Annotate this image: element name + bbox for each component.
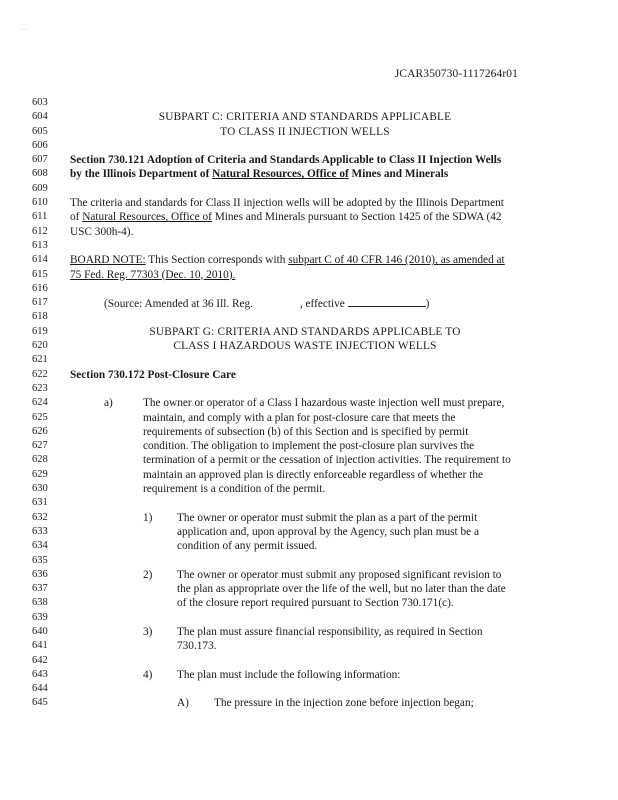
line-number: 635 (32, 554, 48, 566)
line-number: 636 (32, 568, 48, 580)
line-number: 607 (32, 154, 48, 166)
item-label: 1) (143, 511, 153, 524)
document-line (0, 525, 618, 539)
subsection-text: maintain an approved plan is directly enforceable regardless of whether the (143, 468, 484, 481)
line-number: 643 (32, 668, 48, 680)
line-number: 614 (32, 254, 48, 266)
document-line (0, 125, 618, 139)
document-body (0, 96, 618, 711)
scan-specks: . . (22, 26, 27, 32)
document-line (0, 539, 618, 553)
document-line (0, 325, 618, 339)
line-number: 625 (32, 411, 48, 423)
line-number: 621 (32, 354, 48, 366)
line-number: 641 (32, 640, 48, 652)
item-text: The owner or operator must submit the plan as a part of the permit (177, 511, 478, 524)
line-number: 629 (32, 468, 48, 480)
document-line (0, 411, 618, 425)
item-label: 2) (143, 568, 153, 581)
item-text: of the closure report required pursuant to Section 730.171(c). (177, 597, 454, 610)
paragraph-text: The criteria and standards for Class II injection wells will be adopted by the Illinois Department (70, 197, 504, 210)
line-number: 640 (32, 625, 48, 637)
underlined-insertion: Natural Resources, Office of (212, 168, 349, 181)
line-number: 604 (32, 111, 48, 123)
subsection-text: requirement is a condition of the permit. (143, 483, 326, 496)
document-line (0, 153, 618, 167)
section-heading: Section 730.121 Adoption of Criteria and Standards Applicable to Class II Injection Wells (70, 154, 502, 167)
document-line (0, 668, 618, 682)
line-number: 634 (32, 540, 48, 552)
item-text: The owner or operator must submit any proposed significant revision to (177, 568, 502, 581)
line-number: 631 (32, 497, 48, 509)
paragraph-text: USC 300h-4). (70, 225, 134, 238)
subsection-text: condition. The obligation to implement the post-closure plan survives the (143, 440, 475, 453)
item-label: 4) (143, 668, 153, 681)
text-run: This Section corresponds with (145, 254, 289, 267)
document-line (0, 225, 618, 239)
line-number: 626 (32, 425, 48, 437)
item-label: 3) (143, 625, 153, 638)
document-line (0, 625, 618, 639)
underlined-insertion: 75 Fed. Reg. 77303 (Dec. 10, 2010). (70, 268, 236, 281)
item-text: The plan must include the following information: (177, 668, 401, 681)
document-line (0, 496, 618, 510)
subsection-text: requirements of subsection (b) of this Section and is specified by permit (143, 425, 469, 438)
document-line (0, 339, 618, 353)
line-number: 638 (32, 597, 48, 609)
line-number: 632 (32, 511, 48, 523)
text-run: (Source: Amended at 36 Ill. Reg. (104, 298, 256, 311)
subpart-heading: SUBPART C: CRITERIA AND STANDARDS APPLICABLE (158, 111, 452, 124)
document-line (0, 310, 618, 324)
line-number: 606 (32, 139, 48, 151)
subpart-heading: SUBPART G: CRITERIA AND STANDARDS APPLICABLE TO (149, 325, 461, 338)
document-line (0, 639, 618, 653)
document-line (0, 468, 618, 482)
document-line (0, 239, 618, 253)
line-number: 627 (32, 440, 48, 452)
document-line (0, 268, 618, 282)
document-line (0, 396, 618, 410)
document-line (0, 611, 618, 625)
line-number: 603 (32, 97, 48, 108)
item-text: The plan must assure financial responsibility, as required in Section (177, 625, 483, 638)
item-text: condition of any permit issued. (177, 540, 318, 553)
section-heading (70, 167, 448, 181)
document-line (0, 110, 618, 124)
line-number: 633 (32, 525, 48, 537)
document-id: JCAR350730-1117264r01 (394, 68, 518, 80)
line-number: 617 (32, 297, 48, 309)
line-number: 608 (32, 168, 48, 180)
line-number: 615 (32, 268, 48, 280)
line-number: 613 (32, 239, 48, 251)
document-line (0, 439, 618, 453)
subpart-heading: TO CLASS II INJECTION WELLS (220, 125, 390, 138)
underlined-insertion: subpart C of 40 CFR 146 (2010), as amended at (288, 254, 505, 267)
item-text: the plan as appropriate over the life of the well, but no later than the date (177, 583, 506, 596)
line-number: 630 (32, 483, 48, 495)
document-line (0, 282, 618, 296)
document-line (0, 654, 618, 668)
document-line (0, 96, 618, 110)
line-number: 605 (32, 125, 48, 137)
line-number: 616 (32, 282, 48, 294)
line-number: 609 (32, 182, 48, 194)
document-line (0, 696, 618, 710)
line-number: 639 (32, 611, 48, 623)
section-heading: Section 730.172 Post-Closure Care (70, 368, 236, 381)
line-number: 620 (32, 340, 48, 352)
underlined-insertion: Natural Resources, Office of (82, 211, 212, 224)
document-line (0, 182, 618, 196)
subsection-text: termination of a permit or the cessation of injection activities. The requirement to (143, 454, 511, 467)
document-line (0, 210, 618, 224)
subpart-heading: CLASS I HAZARDOUS WASTE INJECTION WELLS (173, 340, 437, 353)
line-number: 611 (32, 211, 48, 223)
subsection-label: a) (104, 397, 113, 410)
line-number: 610 (32, 197, 48, 209)
heading-text: by the Illinois Department of (70, 168, 213, 181)
document-line (0, 382, 618, 396)
paragraph-text (70, 210, 502, 224)
document-line (0, 453, 618, 467)
document-line (0, 554, 618, 568)
source-note (104, 296, 429, 311)
line-number: 612 (32, 225, 48, 237)
document-line (0, 568, 618, 582)
heading-text: Mines and Minerals (348, 168, 449, 181)
document-line (0, 296, 618, 310)
line-number: 637 (32, 583, 48, 595)
document-line (0, 353, 618, 367)
item-text: 730.173. (177, 640, 217, 653)
document-line (0, 253, 618, 267)
document-line (0, 425, 618, 439)
line-number: 644 (32, 683, 48, 695)
text-run: , effective (299, 298, 348, 311)
document-line (0, 139, 618, 153)
document-line (0, 368, 618, 382)
document-line (0, 582, 618, 596)
subsection-text: maintain, and comply with a plan for post-closure care that meets the (143, 411, 456, 424)
text-run: ) (425, 298, 430, 311)
line-number: 645 (32, 697, 48, 709)
board-note-label: BOARD NOTE: (70, 254, 146, 267)
document-line (0, 167, 618, 181)
text-run: Mines and Minerals pursuant to Section 1425 of the SDWA (42 (211, 211, 502, 224)
line-number: 618 (32, 311, 48, 323)
subsection-text: The owner or operator of a Class I hazardous waste injection well must prepare, (143, 397, 505, 410)
subitem-label: A) (177, 697, 189, 710)
line-number: 642 (32, 654, 48, 666)
item-text: application and, upon approval by the Agency, such plan must be a (177, 525, 480, 538)
document-line (0, 596, 618, 610)
subitem-text: The pressure in the injection zone before injection began; (214, 697, 474, 710)
document-line (0, 682, 618, 696)
line-number: 624 (32, 397, 48, 409)
line-number: 628 (32, 454, 48, 466)
text-run: of (70, 211, 83, 224)
document-line (0, 482, 618, 496)
effective-date-blank (348, 296, 426, 307)
document-line (0, 196, 618, 210)
line-number: 619 (32, 325, 48, 337)
line-number: 622 (32, 368, 48, 380)
board-note (70, 253, 505, 267)
document-line (0, 511, 618, 525)
line-number: 623 (32, 382, 48, 394)
